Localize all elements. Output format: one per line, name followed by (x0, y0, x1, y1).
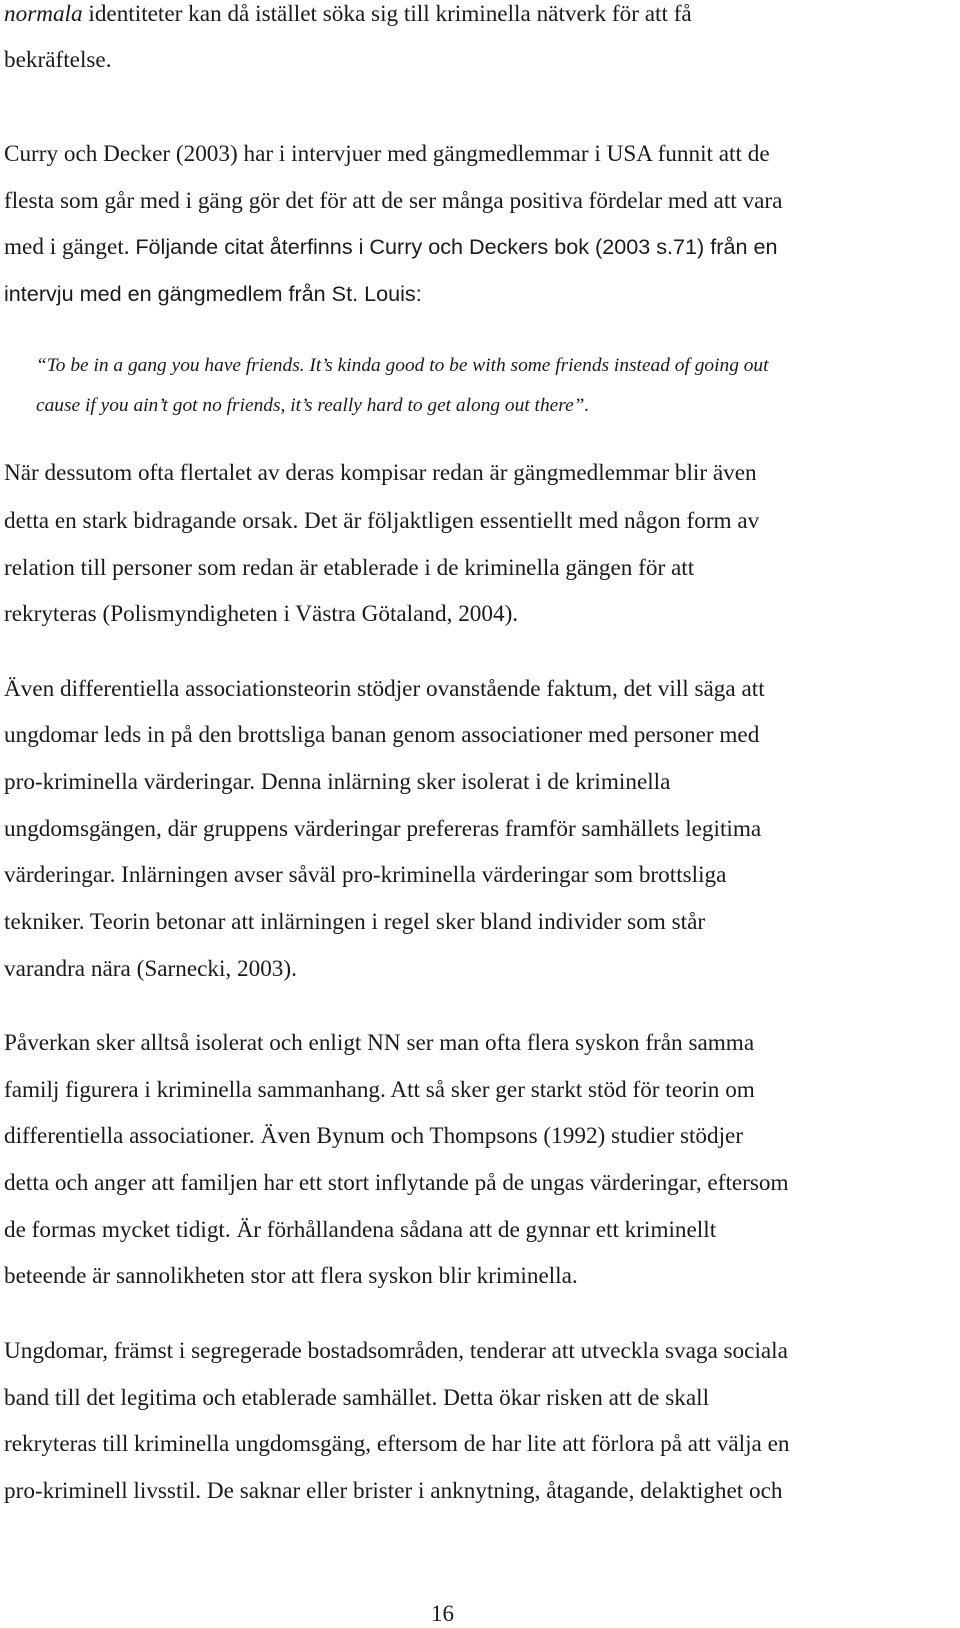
text-span: identiteter kan då istället söka sig till kriminella nätverk för att få (82, 1, 692, 27)
paragraph-line: Curry och Decker (2003) har i intervjuer med gängmedlemmar i USA funnit att de (4, 141, 770, 167)
page-number: 16 (431, 1601, 454, 1626)
paragraph-line: intervju med en gängmedlem från St. Louis: (4, 281, 422, 306)
paragraph-line: tekniker. Teorin betonar att inlärningen i regel sker bland individer som står (4, 909, 706, 935)
paragraph-line (4, 0, 692, 29)
paragraph-line: När dessutom ofta flertalet av deras kompisar redan är gängmedlemmar blir även (4, 460, 757, 486)
text-span-sans: Följande citat återfinns i Curry och Deckers bok (2003 s.71) från en (135, 234, 778, 259)
paragraph-line: Påverkan sker alltså isolerat och enligt NN ser man ofta flera syskon från samma (4, 1030, 755, 1056)
emphasis-text: normala (4, 1, 83, 27)
paragraph-line: familj figurera i kriminella sammanhang. Att så sker ger starkt stöd för teorin om (4, 1077, 755, 1103)
paragraph-line: bekräftelse. (4, 47, 112, 73)
paragraph-line: beteende är sannolikheten stor att flera syskon blir kriminella. (4, 1263, 578, 1289)
paragraph-line: detta och anger att familjen har ett stort inflytande på de ungas värderingar, eftersom (4, 1170, 789, 1196)
block-quote-line: “To be in a gang you have friends. It’s kinda good to be with some friends instead of going out (36, 355, 769, 376)
paragraph-line: värderingar. Inlärningen avser såväl pro-kriminella värderingar som brottsliga (4, 862, 727, 888)
text-span: med i gänget. (4, 234, 136, 260)
paragraph-line: Ungdomar, främst i segregerade bostadsområden, tenderar att utveckla svaga sociala (4, 1338, 788, 1364)
paragraph-line (4, 232, 777, 262)
paragraph-line: pro-kriminella värderingar. Denna inlärning sker isolerat i de kriminella (4, 769, 671, 795)
paragraph-line: ungdomar leds in på den brottsliga banan genom associationer med personer med (4, 722, 760, 748)
paragraph-line: rekryteras till kriminella ungdomsgäng, eftersom de har lite att förlora på att välja en (4, 1431, 790, 1457)
paragraph-line: varandra nära (Sarnecki, 2003). (4, 956, 297, 982)
paragraph-line: differentiella associationer. Även Bynum och Thompsons (1992) studier stödjer (4, 1123, 744, 1149)
paragraph-line: flesta som går med i gäng gör det för att de ser många positiva fördelar med att vara (4, 188, 783, 214)
paragraph-line: relation till personer som redan är etablerade i de kriminella gängen för att (4, 555, 695, 581)
paragraph-line: detta en stark bidragande orsak. Det är följaktligen essentiellt med någon form av (4, 508, 760, 534)
paragraph-line: band till det legitima och etablerade samhället. Detta ökar risken att de skall (4, 1385, 710, 1411)
paragraph-line: de formas mycket tidigt. Är förhållandena sådana att de gynnar ett kriminellt (4, 1217, 717, 1243)
block-quote-line: cause if you ain’t got no friends, it’s really hard to get along out there”. (36, 395, 590, 416)
paragraph-line: ungdomsgängen, där gruppens värderingar prefereras framför samhällets legitima (4, 816, 762, 842)
paragraph-line: Även differentiella associationsteorin stödjer ovanstående faktum, det vill säga att (4, 676, 765, 702)
paragraph-line: pro-kriminell livsstil. De saknar eller brister i anknytning, åtagande, delaktighet och (4, 1478, 783, 1504)
paragraph-line: rekryteras (Polismyndigheten i Västra Götaland, 2004). (4, 601, 519, 627)
